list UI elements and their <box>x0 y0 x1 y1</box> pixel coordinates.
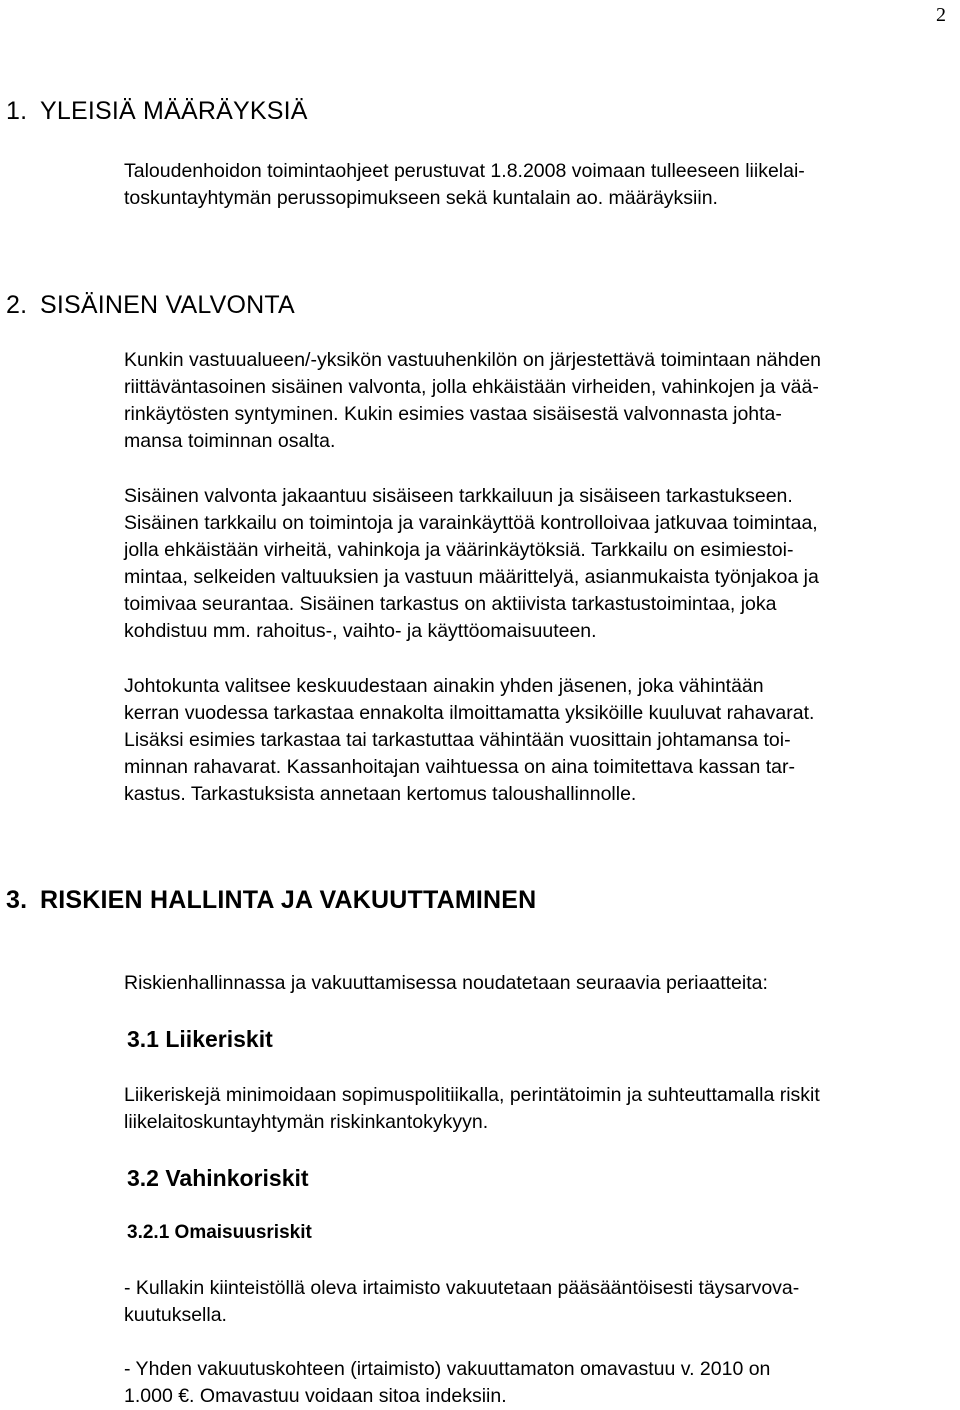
section-2-paragraph-3 <box>124 673 960 808</box>
section-2-title: SISÄINEN VALVONTA <box>40 291 295 319</box>
section-1-heading <box>0 97 960 126</box>
section-2-paragraph-2 <box>124 483 960 645</box>
text-line: Liikeriskejä minimoidaan sopimuspolitiikalla, perintätoimin ja suhteuttamalla riskit <box>124 1084 820 1106</box>
text-line: Taloudenhoidon toimintaohjeet perustuvat 1.8.2008 voimaan tulleeseen liikelai- <box>124 160 805 182</box>
text-line: kastus. Tarkastuksista annetaan kertomus taloushallinnolle. <box>124 783 637 805</box>
section-2-heading <box>0 291 960 320</box>
text-line: toskuntayhtymän perussopimukseen sekä kuntalain ao. määräyksiin. <box>124 187 718 209</box>
text-line: Kunkin vastuualueen/-yksikön vastuuhenkilön on järjestettävä toimintaan nähden <box>124 349 822 371</box>
text-line: toimivaa seurantaa. Sisäinen tarkastus on aktiivista tarkastustoimintaa, joka <box>124 593 777 615</box>
list-item <box>124 1356 960 1410</box>
section-1-number: 1. <box>6 97 28 125</box>
text-line: rinkäytösten syntyminen. Kukin esimies vastaa sisäisestä valvonnasta johta- <box>124 403 782 425</box>
page-number: 2 <box>936 4 946 26</box>
section-3-intro <box>124 970 960 997</box>
section-3-heading <box>0 886 960 915</box>
section-2-number: 2. <box>6 291 28 319</box>
section-2-paragraph-1 <box>124 347 960 455</box>
text-line: Riskienhallinnassa ja vakuuttamisessa noudatetaan seuraavia periaatteita: <box>124 972 768 994</box>
section-1-paragraph <box>124 158 960 212</box>
section-3-title: RISKIEN HALLINTA JA VAKUUTTAMINEN <box>40 886 537 914</box>
section-1-title: YLEISIÄ MÄÄRÄYKSIÄ <box>40 97 308 125</box>
text-line: 1.000 €. Omavastuu voidaan sitoa indeksiin. <box>124 1385 507 1407</box>
section-1-heading-block <box>0 97 960 126</box>
text-line: riittäväntasoinen sisäinen valvonta, jolla ehkäistään virheiden, vahinkojen ja vää- <box>124 376 819 398</box>
text-line: - Kullakin kiinteistöllä oleva irtaimisto vakuutetaan pääsääntöisesti täysarvova- <box>124 1277 800 1299</box>
text-line: kohdistuu mm. rahoitus-, vaihto- ja käyttöomaisuuteen. <box>124 620 597 642</box>
text-line: - Yhden vakuutuskohteen (irtaimisto) vakuuttamaton omavastuu v. 2010 on <box>124 1358 771 1380</box>
subsection-3-2-heading: 3.2 Vahinkoriskit <box>127 1165 309 1191</box>
text-line: Sisäinen valvonta jakaantuu sisäiseen tarkkailuun ja sisäiseen tarkastukseen. <box>124 485 793 507</box>
section-2-heading-block <box>0 291 960 320</box>
text-line: mansa toiminnan osalta. <box>124 430 336 452</box>
text-line: kerran vuodessa tarkastaa ennakolta ilmoittamatta yksiköille kuuluvat rahavarat. <box>124 702 815 724</box>
text-line: minnan rahavarat. Kassanhoitajan vaihtuessa on aina toimitettava kassan tar- <box>124 756 795 778</box>
text-line: Lisäksi esimies tarkastaa tai tarkastuttaa vähintään vuosittain johtamansa toi- <box>124 729 791 751</box>
section-3-heading-block <box>0 886 960 915</box>
text-line: mintaa, selkeiden valtuuksien ja vastuun määrittelyä, asianmukaista työnjakoa ja <box>124 566 819 588</box>
text-line: liikelaitoskuntayhtymän riskinkantokykyyn. <box>124 1111 489 1133</box>
text-line: Johtokunta valitsee keskuudestaan ainakin yhden jäsenen, joka vähintään <box>124 675 764 697</box>
section-3-number: 3. <box>6 886 28 914</box>
text-line: kuutuksella. <box>124 1304 227 1326</box>
text-line: jolla ehkäistään virheitä, vahinkoja ja väärinkäytöksiä. Tarkkailu on esimiestoi- <box>124 539 794 561</box>
subsection-3-1-heading: 3.1 Liikeriskit <box>127 1026 273 1052</box>
subsection-3-1-paragraph <box>124 1082 960 1136</box>
text-line: Sisäinen tarkkailu on toimintoja ja varainkäyttöä kontrolloivaa jatkuvaa toimintaa, <box>124 512 818 534</box>
subsection-3-2-1-heading: 3.2.1 Omaisuusriskit <box>127 1222 312 1243</box>
list-item <box>124 1275 960 1329</box>
